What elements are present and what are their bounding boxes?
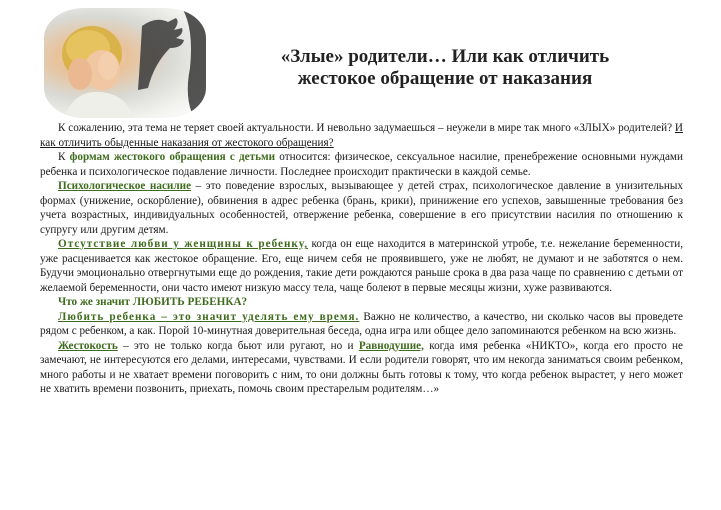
title-line-2: жестокое обращение от наказания [297, 68, 593, 89]
paragraph-cruelty [40, 339, 683, 397]
cruelty-text: когда имя ребенка «НИКТО», когда его просто не замечают, не интересуются его делами, интересами, чувствами. И если родители говорят, что им некогда заниматься своим ребенком, много работы и не хватает времени поговорить с ним, то они должны быть готовы к тому, что когда ребенок вырастет, у него может не хватить времени позвонить, приехать, помочь своим престарелым родителям…» [40, 339, 683, 395]
psychological-term: Психологическое насилие [58, 180, 192, 192]
cruelty-mid: – это не только когда бьют или ругают, но и [117, 339, 359, 352]
paragraph-psychological [40, 179, 683, 237]
crying-child-photo [44, 8, 206, 118]
intro-question: И как отличить обыденные наказания от жестокого обращения? [40, 122, 683, 149]
intro-text: К сожалению, эта тема не теряет своей актуальности. И невольно задумаешься – неужели в мире так много «ЗЛЫХ» родителей? [58, 122, 675, 134]
paragraph-forms [40, 150, 683, 179]
section-heading: Что же значит ЛЮБИТЬ РЕБЕНКА? [58, 296, 248, 308]
forms-term: формам жестокого обращения с детьми [69, 151, 276, 163]
psychological-text: – это поведение взрослых, вызывающее у детей страх, психологическое давление в унизительных формах (унижение, оскорбление), обвинения в адрес ребенка (брань, крики), принижение его успехов, завышенные требования без учета возрастных, индивидуальных особенностей, отвержение ребенка, совершение в его присутствии насилия по отношению к супругу или другим детям. [40, 180, 684, 236]
love-text: Важно не количество, а качество, ни сколько часов вы проведете рядом с ребенком, а как. Порой 10-минутная доверительная беседа, одна игра или общее дело запоминаются ребенком на всю жизнь. [40, 310, 684, 337]
forms-lead: К [58, 151, 70, 163]
love-term: Любить ребенка – это значит уделять ему время. [58, 310, 360, 323]
lack-of-love-text: когда он еще находится в материнской утробе, т.е. нежелание беременности, уже расценивается как жестокое обращение. Его, еще ничем себя не проявившего, уже не любят, не думают и не заботятся о нем. Будучи эмоционально отвергнутыми еще до рождения, такие дети рождаются раньше срока в два раза чаще по сравнению с детьми от желаемой беременности, они часто имеют низкую массу тела, чаще болеют в первые месяцы жизни, хуже развиваются. [40, 238, 683, 294]
cruelty-term: Жестокость [58, 339, 118, 352]
title-line-1: «Злые» родители… Или как отличить [280, 46, 610, 67]
paragraph-lack-of-love [40, 237, 683, 295]
forms-text: относится: физическое, сексуальное насилие, пренебрежение основными нуждами ребенка и психологическое подавление личности. Последнее происходит практически в каждой семье. [40, 151, 683, 178]
page-title [210, 46, 680, 90]
article-body [40, 121, 683, 397]
paragraph-love [40, 310, 683, 339]
indifference-term: Равнодушие, [358, 339, 424, 352]
lack-of-love-term: Отсутствие любви у женщины к ребенку, [58, 238, 308, 250]
paragraph-intro [40, 121, 683, 150]
